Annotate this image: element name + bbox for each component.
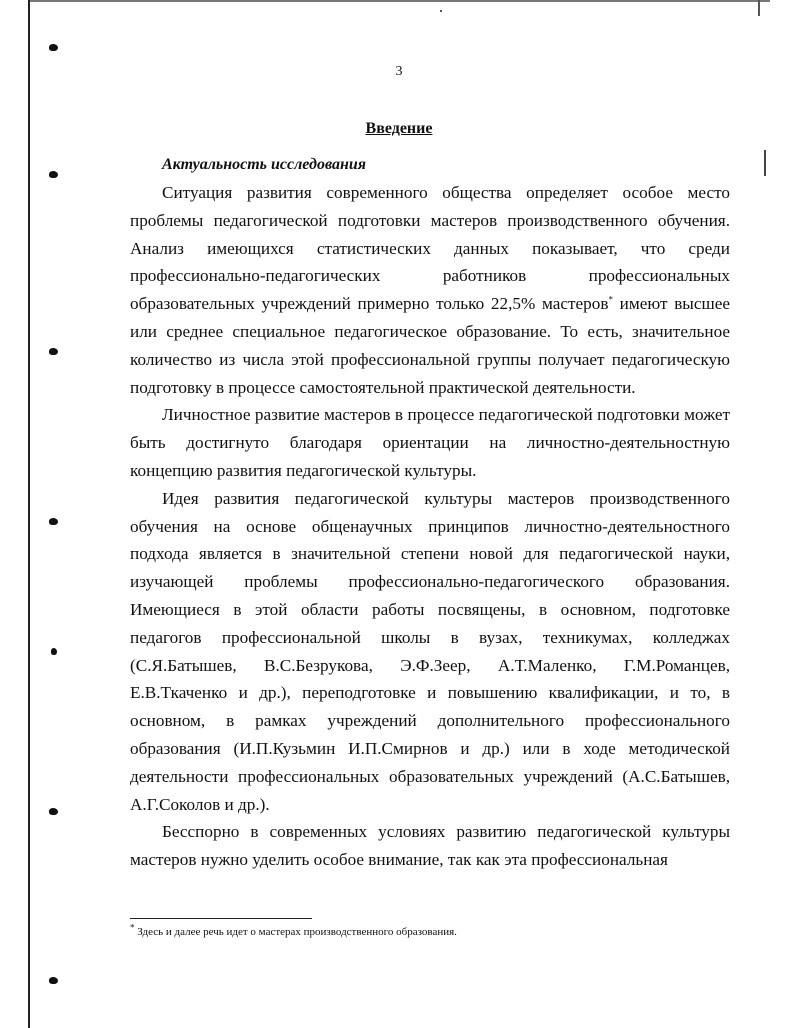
footnote [130, 922, 457, 938]
binding-hole-mark [49, 518, 58, 525]
binding-hole-mark [49, 348, 58, 355]
binding-hole-mark [49, 808, 58, 815]
scan-speck [440, 10, 442, 12]
footnote-separator [130, 918, 312, 919]
section-heading-text: Введение [365, 120, 433, 137]
scan-edge-left [28, 0, 30, 1028]
paragraph: Ситуация развития современного общества определяет особое место проблемы педагогической подготовки мастеров производственного обучения. Анализ имеющихся статистических данных показывает, что среди профессионально-педагогических работников профессиональных образовательных учреждений примерно только 22,5% мастеров* имеют высшее или среднее специальное педагогическое образование. То есть, значительное количество из числа этой профессиональной группы получает педагогическую подготовку в процессе самостоятельной практической деятельности. [130, 183, 730, 397]
scan-edge-corner [758, 0, 760, 16]
binding-hole-mark [49, 171, 58, 178]
scan-edge-right [764, 150, 766, 176]
binding-hole-mark [49, 44, 58, 51]
footnote-marker: * [608, 294, 613, 305]
subsection-heading: Актуальность исследования [162, 156, 366, 173]
footnote-text: Здесь и далее речь идет о мастерах производственного образования. [134, 926, 457, 938]
footnote-marker: * [130, 922, 135, 933]
binding-hole-mark [49, 977, 58, 984]
section-heading [0, 120, 798, 138]
scan-edge-top [30, 0, 770, 2]
page-number: 3 [395, 64, 403, 79]
paragraph: Бесспорно в современных условиях развитию педагогической культуры мастеров нужно уделить особое внимание, так как эта профессиональная [130, 822, 730, 870]
paragraph: Личностное развитие мастеров в процессе педагогической подготовки может быть достигнуто благодаря ориентации на личностно-деятельностную концепцию развития педагогической культуры. [130, 405, 730, 480]
body-text [130, 179, 730, 874]
paragraph: Идея развития педагогической культуры мастеров производственного обучения на основе общенаучных принципов личностно-деятельностного подхода является в значительной степени новой для педагогической науки, изучающей проблемы профессионально-педагогического образования. Имеющиеся в этой области работы посвящены, в основном, подготовке педагогов профессиональной школы в вузах, техникумах, колледжах (С.Я.Батышев, В.С.Безрукова, Э.Ф.Зеер, А.Т.Маленко, Г.М.Романцев, Е.В.Ткаченко и др.), переподготовке и повышению квалификации, и то, в основном, в рамках учреждений дополнительного профессионального образования (И.П.Кузьмин И.П.Смирнов и др.) или в ходе методической деятельности профессиональных образовательных учреждений (А.С.Батышев, А.Г.Соколов и др.). [130, 488, 730, 814]
binding-hole-mark [51, 648, 57, 655]
